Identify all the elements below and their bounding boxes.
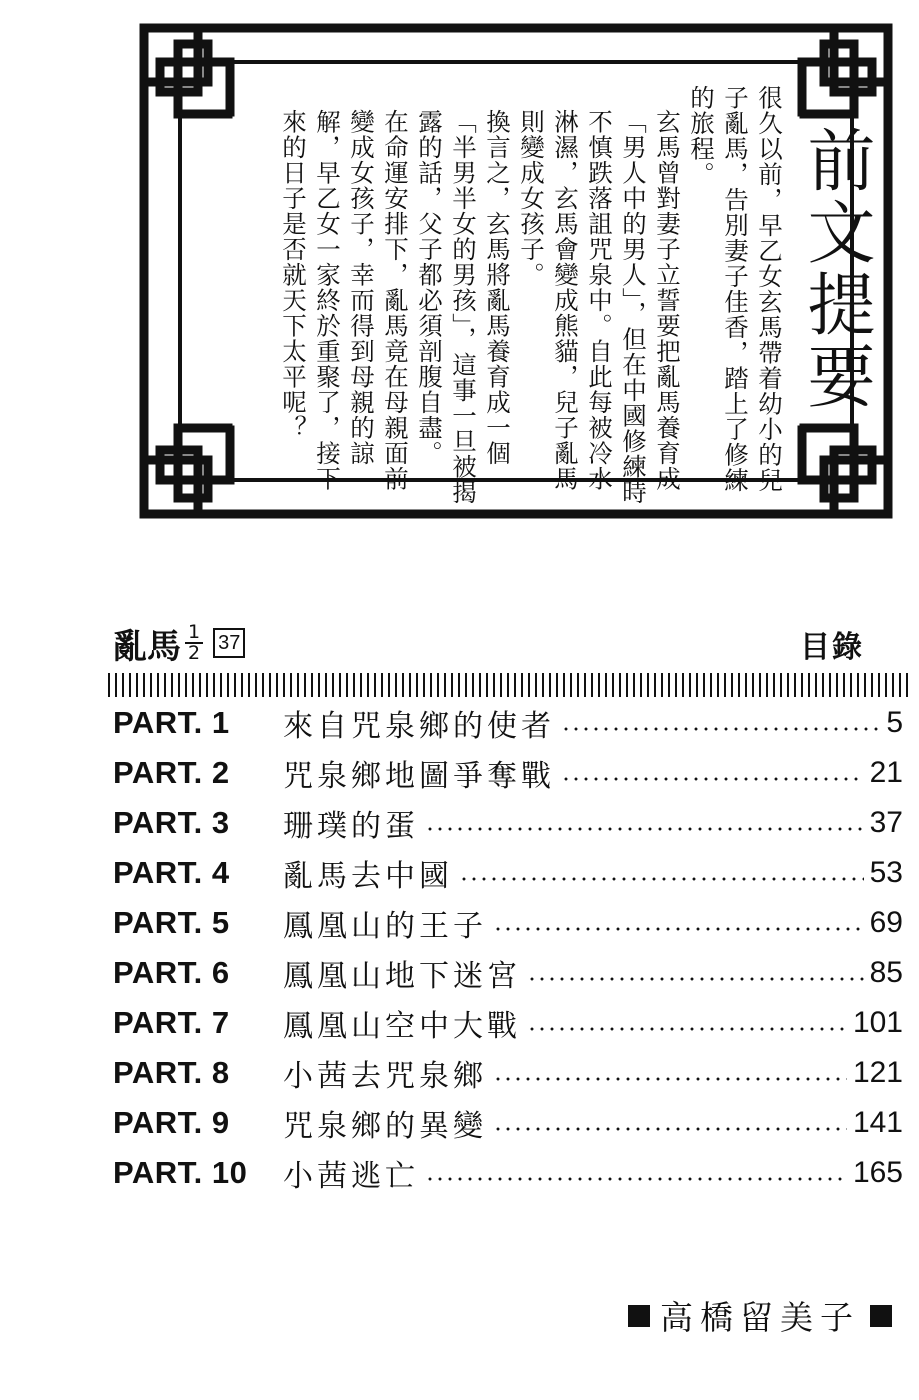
summary-paragraph: 在命運安排下，亂馬竟在母親面前變成女孩子，幸而得到母親的諒解，早乙女一家終於重聚了，接下來的日子是否就天下太平呢？ xyxy=(279,109,410,492)
toc-page: 37 xyxy=(869,806,903,839)
toc-leader xyxy=(493,1127,847,1131)
summary-heading: 前文提要 xyxy=(796,125,875,413)
series-name: 亂馬 xyxy=(113,626,181,667)
toc-entry xyxy=(113,1048,903,1098)
author-name: 高橋留美子 xyxy=(660,1298,860,1337)
toc-page: 141 xyxy=(852,1106,903,1139)
toc-title: 小茜去咒泉鄉 xyxy=(283,1059,487,1094)
toc-page: 5 xyxy=(886,706,903,739)
toc-list xyxy=(113,698,903,1198)
tick-divider xyxy=(108,673,908,697)
author-credit xyxy=(618,1292,902,1339)
toc-part: PART. 7 xyxy=(113,1005,230,1040)
toc-title: 鳳凰山地下迷宮 xyxy=(283,959,521,994)
toc-leader xyxy=(493,927,864,931)
summary-paragraph: 很久以前，早乙女玄馬帶着幼小的兒子亂馬，告別妻子佳香，踏上了修練的旅程。 xyxy=(687,85,784,493)
toc-leader xyxy=(493,1077,847,1081)
toc-entry xyxy=(113,898,903,948)
toc-leader xyxy=(527,1027,847,1031)
toc-title: 亂馬去中國 xyxy=(283,859,453,894)
toc-part: PART. 3 xyxy=(113,805,230,840)
toc-entry xyxy=(113,1098,903,1148)
toc-page: 121 xyxy=(852,1056,903,1089)
toc-title: 咒泉鄉地圖爭奪戰 xyxy=(283,759,555,794)
toc-part: PART. 5 xyxy=(113,905,230,940)
fraction-numerator: 1 xyxy=(185,623,203,644)
toc-part: PART. 2 xyxy=(113,755,230,790)
toc-page: 165 xyxy=(852,1156,903,1189)
toc-entry xyxy=(113,848,903,898)
toc-heading: 目錄 xyxy=(800,630,864,665)
summary-body xyxy=(196,85,786,505)
toc-entry xyxy=(113,798,903,848)
toc-page: 85 xyxy=(869,956,903,989)
toc-entry xyxy=(113,748,903,798)
toc-page: 21 xyxy=(869,756,903,789)
series-fraction xyxy=(185,623,203,663)
toc-leader xyxy=(425,827,864,831)
toc-entry xyxy=(113,998,903,1048)
toc-part: PART. 1 xyxy=(113,705,230,740)
summary-paragraph: 換言之，玄馬將亂馬養育成一個「半男半女的男孩」，這事一旦被揭露的話，父子都必須剖腹自盡。 xyxy=(415,109,512,505)
toc-entry xyxy=(113,698,903,748)
toc-part: PART. 9 xyxy=(113,1105,230,1140)
toc-part: PART. 6 xyxy=(113,955,230,990)
toc-title: 珊璞的蛋 xyxy=(283,809,419,844)
toc-entry xyxy=(113,1148,903,1198)
toc-leader xyxy=(425,1177,847,1181)
toc-part: PART. 4 xyxy=(113,855,230,890)
square-bullet-icon xyxy=(628,1305,650,1327)
toc-title: 咒泉鄉的異變 xyxy=(283,1109,487,1144)
fraction-denominator: 2 xyxy=(188,642,201,664)
square-bullet-icon xyxy=(870,1305,892,1327)
toc-entry xyxy=(113,948,903,998)
toc-part: PART. 8 xyxy=(113,1055,230,1090)
toc-leader xyxy=(561,777,864,781)
toc-title: 小茜逃亡 xyxy=(283,1159,419,1194)
toc-title: 鳳凰山空中大戰 xyxy=(283,1009,521,1044)
toc-leader xyxy=(561,727,880,731)
toc-title: 來自咒泉鄉的使者 xyxy=(283,709,555,744)
toc-part: PART. 10 xyxy=(113,1155,248,1190)
toc-title: 鳳凰山的王子 xyxy=(283,909,487,944)
book-title xyxy=(113,618,245,668)
toc-page: 69 xyxy=(869,906,903,939)
toc-leader xyxy=(527,977,864,981)
toc-page: 101 xyxy=(852,1006,903,1039)
toc-page: 53 xyxy=(869,856,903,889)
toc-leader xyxy=(459,877,864,881)
volume-number: 37 xyxy=(213,628,245,658)
summary-paragraph: 玄馬曾對妻子立誓要把亂馬養育成「男人中的男人」，但在中國修練時不慎跌落詛咒泉中。自此每被冷水淋濕，玄馬會變成熊貓，兒子亂馬則變成女孩子。 xyxy=(517,109,682,505)
